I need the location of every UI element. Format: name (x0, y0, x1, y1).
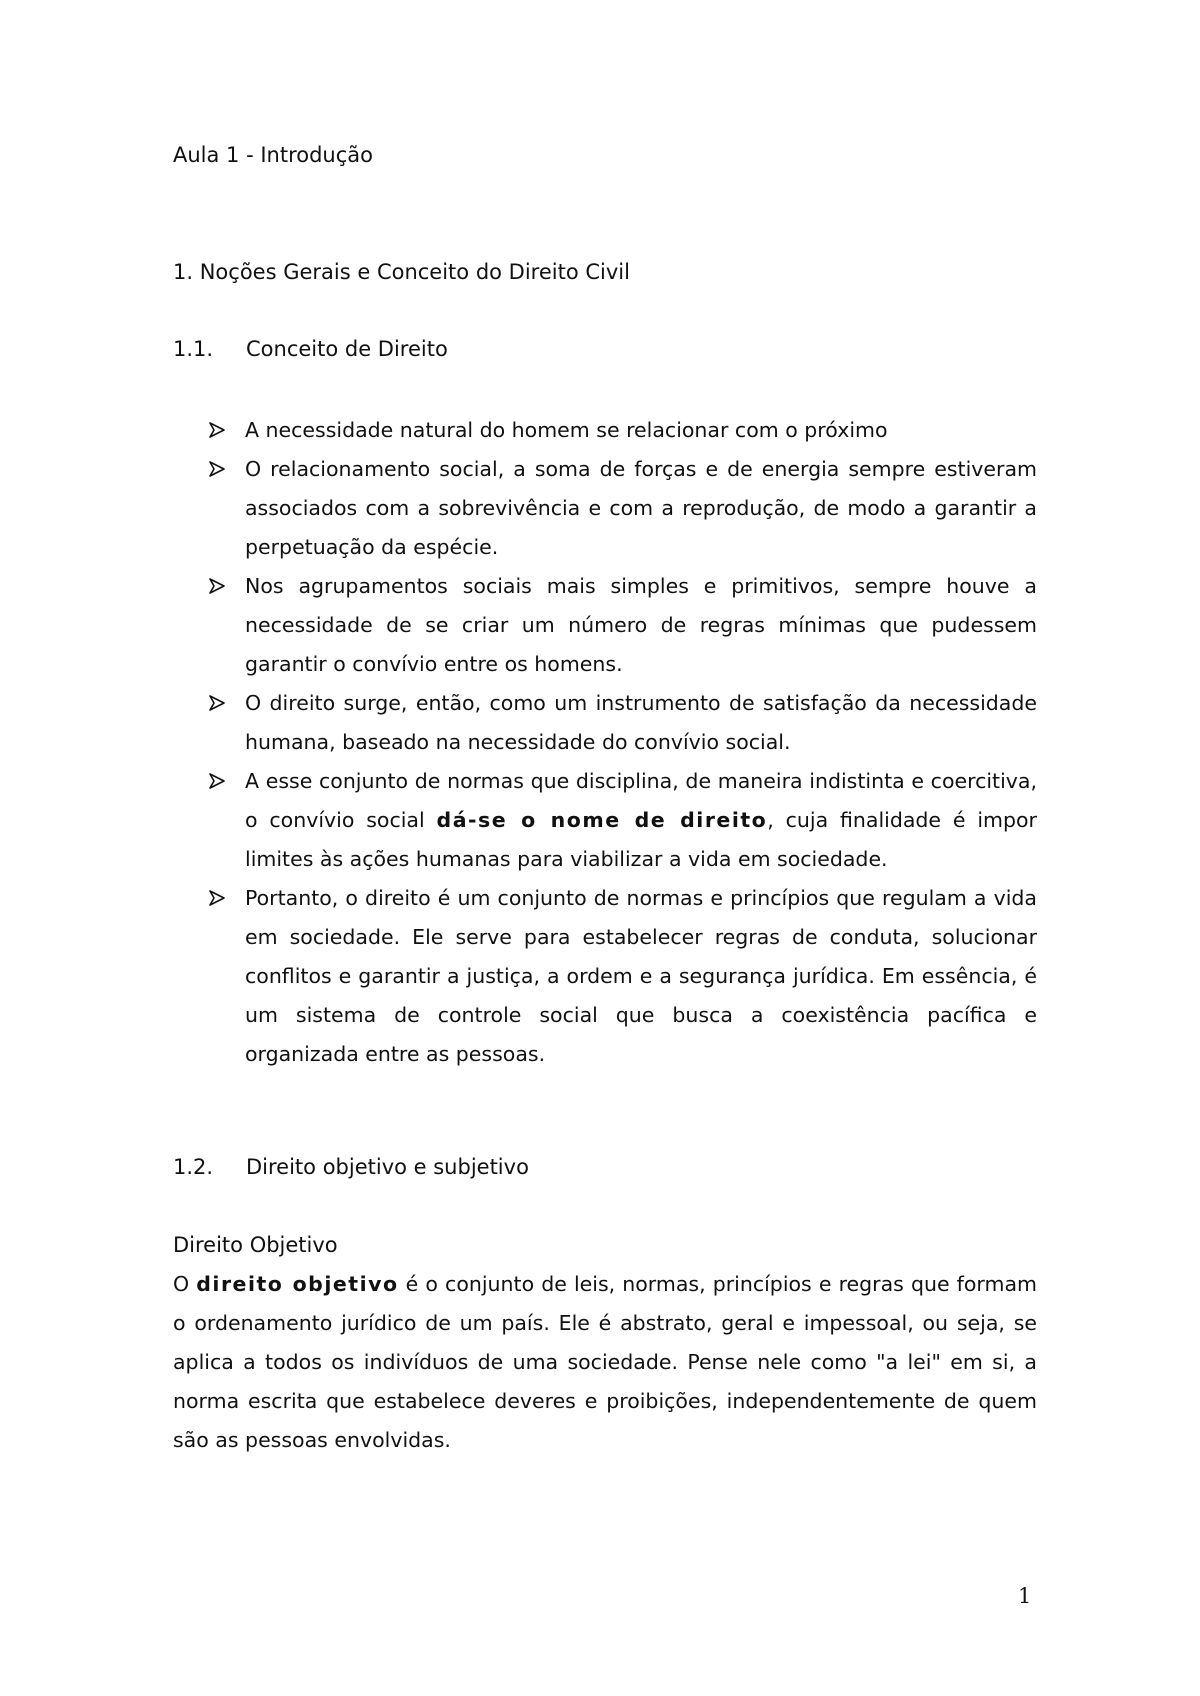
arrowhead-bullet-icon (208, 684, 228, 723)
subsection-heading-1-2 (173, 1152, 529, 1182)
paragraph-text-rest: é o conjunto de leis, normas, princípios e regras que formam o ordenamento jurídico de um país. Ele é abstrato, geral e impessoal, ou seja, se aplica a todos os indivíduos de uma sociedade. Pense nele como "a lei" em si, a norma escrita que estabelece deveres e proibições, independentemente de quem são as pessoas envolvidas. (173, 1272, 1037, 1452)
emphasis-text: direito objetivo (196, 1272, 399, 1296)
list-item (208, 450, 1037, 567)
section-heading: 1. Noções Gerais e Conceito do Direito Civil (173, 260, 630, 284)
page-number: 1 (1018, 1584, 1032, 1608)
arrowhead-bullet-icon (208, 762, 228, 801)
list-item-text: O relacionamento social, a soma de forças e de energia sempre estiveram associados com a sobrevivência e com a reprodução, de modo a garantir a perpetuação da espécie. (245, 457, 1037, 559)
subsection-title: Conceito de Direito (246, 337, 448, 361)
list-item (208, 411, 1037, 450)
paragraph-text-start: O (173, 1272, 197, 1296)
subsection-number: 1.2. (173, 1155, 214, 1179)
list-item-text: Portanto, o direito é um conjunto de normas e princípios que regulam a vida em sociedade. Ele serve para estabelecer regras de conduta, solucionar conflitos e garantir a justiça, a ordem e a segurança jurídica. Em essência, é um sistema de controle social que busca a coexistência pacífica e organizada entre as pessoas. (245, 886, 1037, 1066)
subsection-heading-1-1 (173, 334, 448, 364)
emphasis-text: dá-se o nome de direito (436, 808, 768, 832)
list-item-text-start: A esse conjunto de normas que disciplina, de maneira indistinta e coercitiva, o convívio social (245, 769, 1037, 832)
arrowhead-bullet-icon (208, 567, 228, 606)
list-item-text-end: , cuja finalidade é impor limites às ações humanas para viabilizar a vida em sociedade. (245, 808, 1037, 871)
document-title: Aula 1 - Introdução (173, 143, 374, 167)
paragraph (173, 1265, 1037, 1460)
paragraph-heading: Direito Objetivo (173, 1233, 338, 1257)
list-item (208, 762, 1037, 879)
arrowhead-bullet-icon (208, 411, 228, 450)
bullet-list (208, 411, 1037, 1074)
arrowhead-bullet-icon (208, 879, 228, 918)
list-item-text: O direito surge, então, como um instrumento de satisfação da necessidade humana, baseado na necessidade do convívio social. (245, 691, 1037, 754)
arrowhead-bullet-icon (208, 450, 228, 489)
list-item (208, 684, 1037, 762)
subsection-number: 1.1. (173, 337, 214, 361)
list-item-text: A necessidade natural do homem se relacionar com o próximo (245, 418, 888, 442)
list-item (208, 879, 1037, 1074)
list-item-text: Nos agrupamentos sociais mais simples e primitivos, sempre houve a necessidade de se criar um número de regras mínimas que pudessem garantir o convívio entre os homens. (245, 574, 1037, 676)
subsection-title: Direito objetivo e subjetivo (246, 1155, 529, 1179)
list-item (208, 567, 1037, 684)
